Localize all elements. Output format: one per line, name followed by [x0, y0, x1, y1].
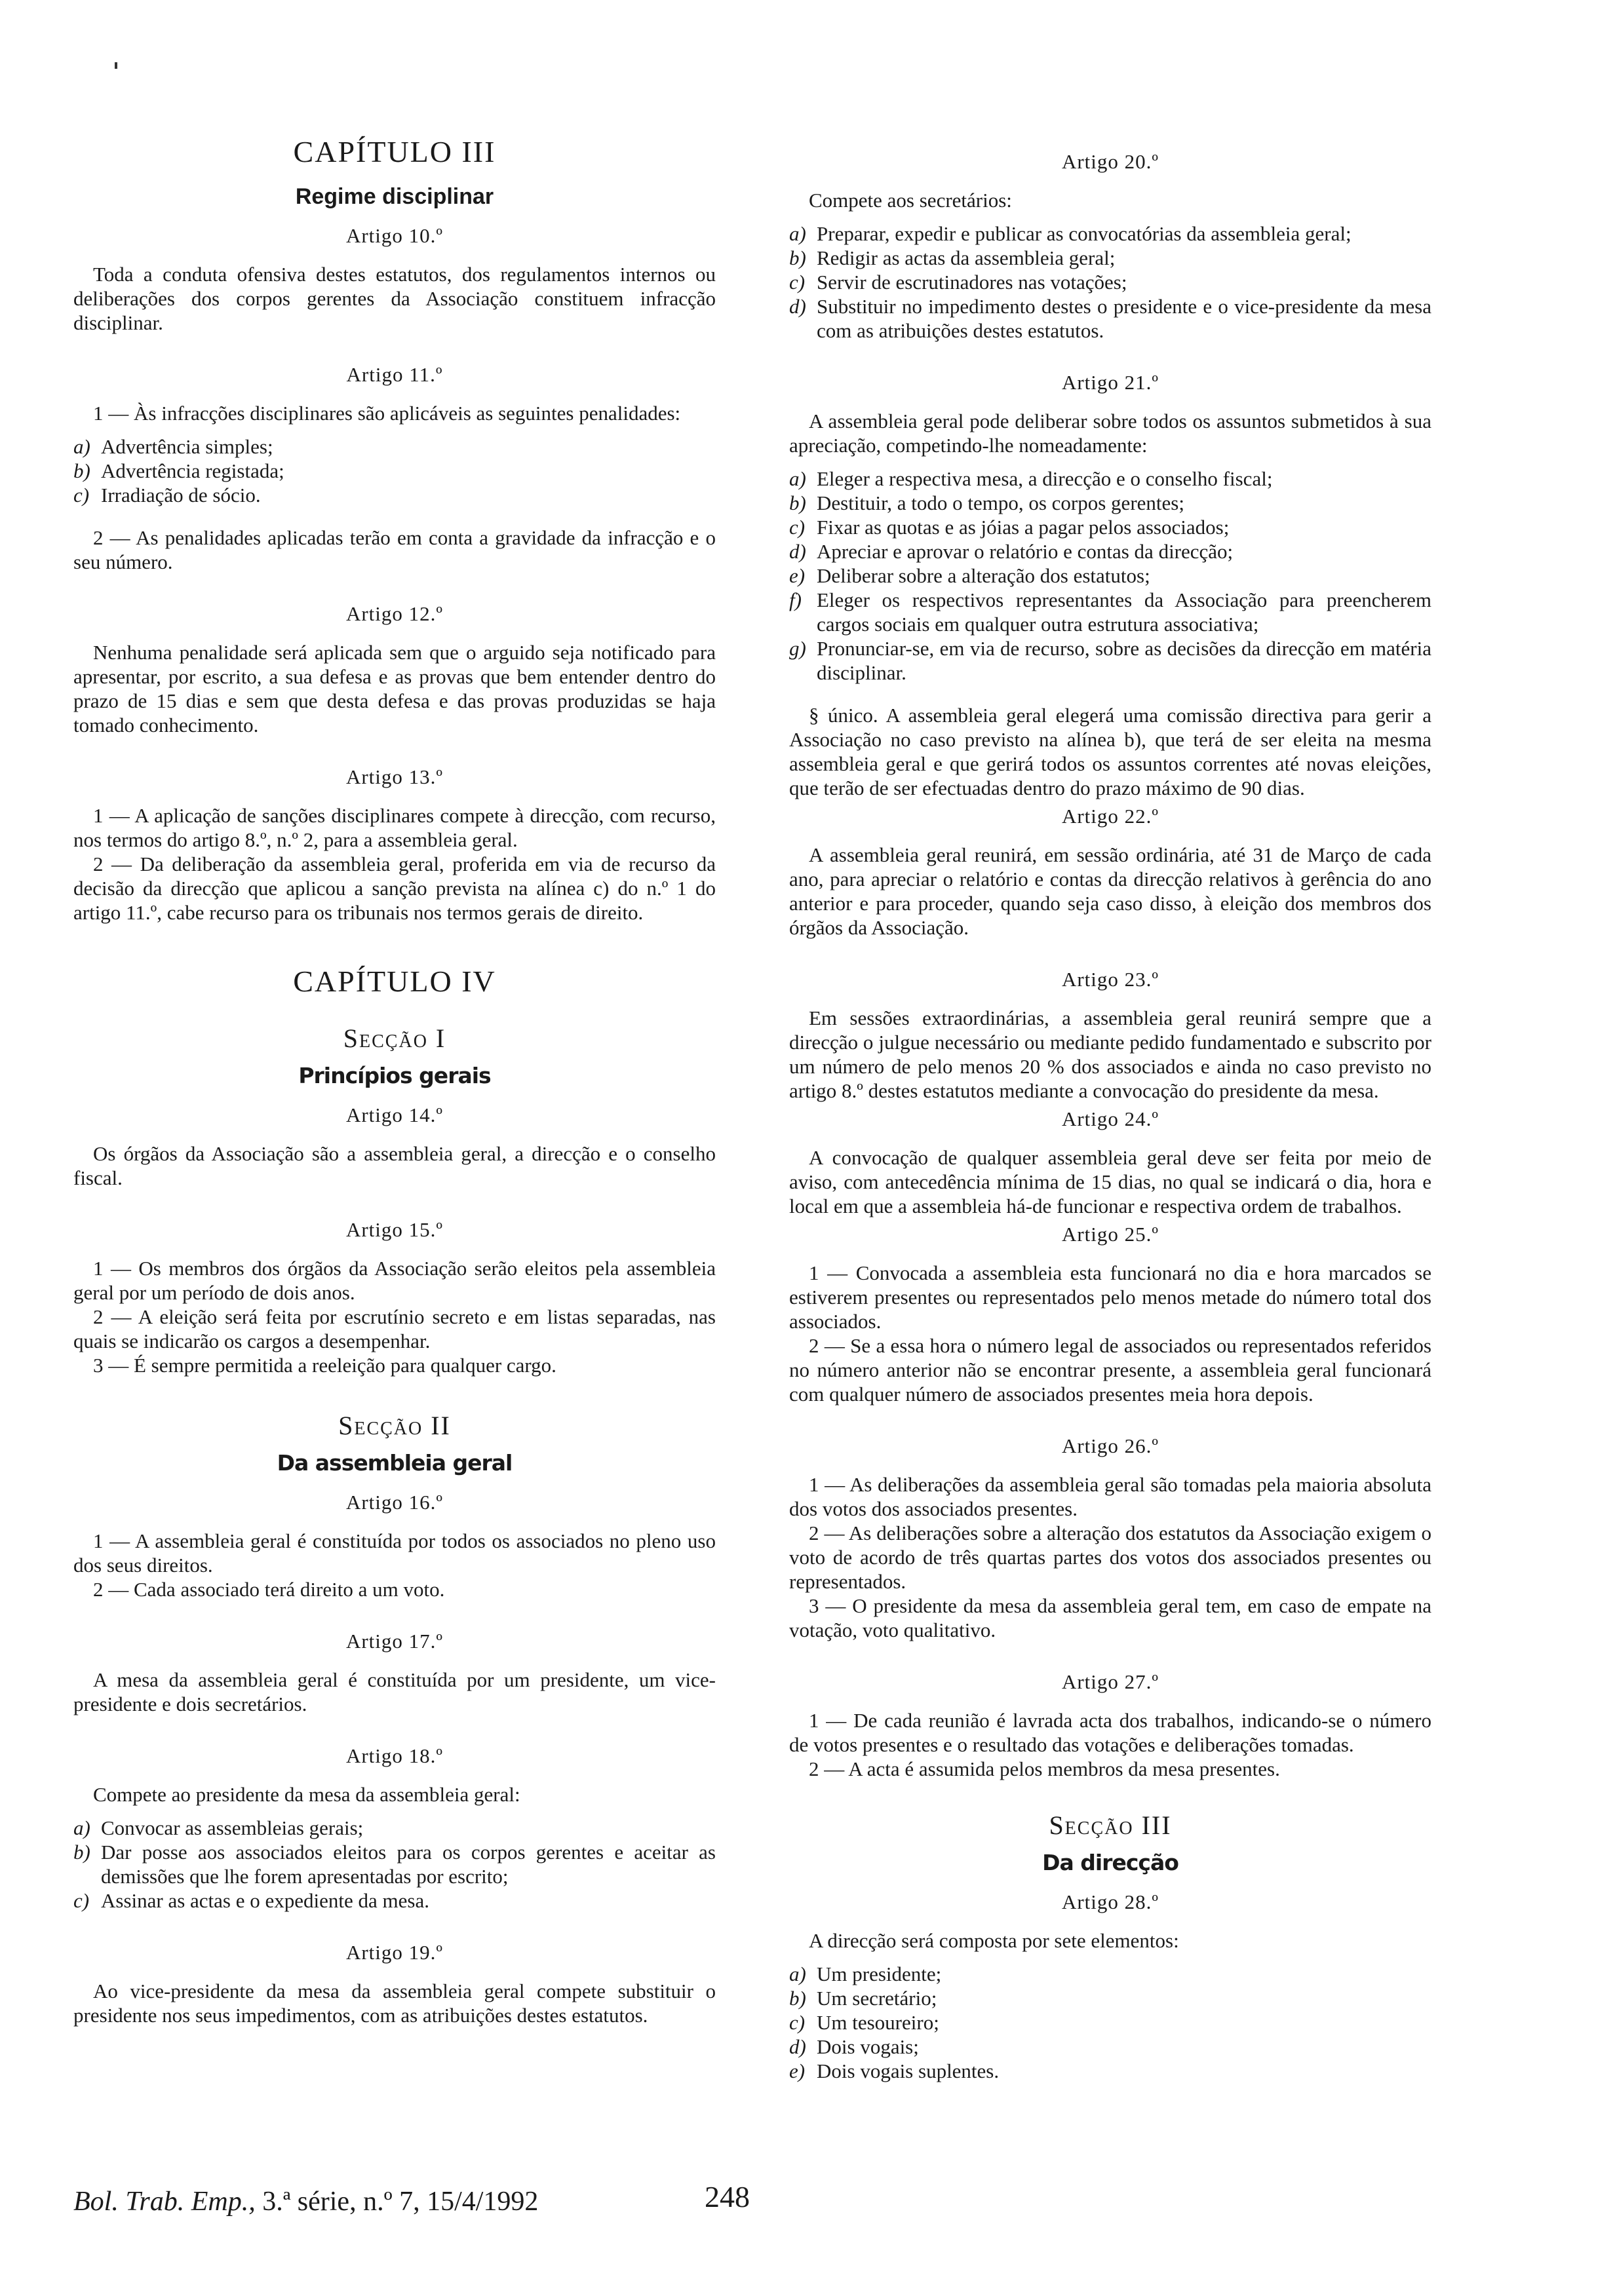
list-item: [73, 1840, 716, 1888]
list-text: Um secretário;: [817, 1987, 937, 2010]
article-text: Em sessões extraordinárias, a assembleia geral reunirá sempre que a direcção o julgue necessário ou mediante pedido fundamentado e subscrito por um número de pelo menos 20 % dos associados e ainda no caso previsto no artigo 8.º destes estatutos mediante a convocação do presidente da mesa.: [789, 1006, 1431, 1102]
list-text: Destituir, a todo o tempo, os corpos gerentes;: [817, 491, 1184, 514]
article-text: Os órgãos da Associação são a assembleia geral, a direcção e o conselho fiscal.: [73, 1142, 716, 1189]
page-number: 248: [705, 2180, 750, 2213]
list-text: Deliberar sobre a alteração dos estatutos;: [817, 564, 1150, 587]
article-paragraph: 2 — Da deliberação da assembleia geral, proferida em via de recurso da decisão da direcção que aplicou a sanção prevista na alínea c) do n.º 1 do artigo 11.º, cabe recurso para os tribunais nos termos gerais de direito.: [73, 852, 716, 924]
article-list: [789, 1962, 1431, 2083]
article-paragraph: 1 — A aplicação de sanções disciplinares compete à direcção, com recurso, nos termos do artigo 8.º, n.º 2, para a assembleia geral.: [73, 804, 716, 851]
article-paragraph: 3 — É sempre permitida a reeleição para qualquer cargo.: [93, 1354, 556, 1377]
list-item: [73, 459, 716, 483]
article-heading: Artigo 21.º: [1061, 371, 1159, 394]
article-text: Nenhuma penalidade será aplicada sem que o arguido seja notificado para apresentar, por escrito, a sua defesa e as provas que bem entender dentro do prazo de 15 dias e sem que desta defesa e das provas produzidas se haja tomado conhecimento.: [73, 641, 716, 737]
list-item: [789, 270, 1431, 294]
article-heading: Artigo 22.º: [1061, 805, 1159, 828]
article-paragraph: 1 — Convocada a assembleia esta funcionará no dia e hora marcados se estiverem presentes ou representados pelo menos metade do número total dos associados.: [789, 1261, 1431, 1333]
article-intro: A assembleia geral pode deliberar sobre todos os assuntos submetidos à sua apreciação, competindo-lhe nomeadamente:: [789, 410, 1431, 457]
list-text: Eleger os respectivos representantes da Associação para preencherem cargos sociais em qualquer outra estrutura associativa;: [817, 588, 1431, 636]
article-text: Ao vice-presidente da mesa da assembleia geral compete substituir o presidente nos seus impedimentos, com as atribuições destes estatutos.: [73, 1980, 716, 2027]
list-text: Um presidente;: [817, 1962, 942, 1985]
publication-name: Bol. Trab. Emp.,: [73, 2187, 256, 2217]
article-list: [789, 467, 1431, 685]
list-item: [789, 2059, 1431, 2083]
left-column: [73, 134, 716, 2027]
list-text: Irradiação de sócio.: [101, 484, 261, 507]
article-heading: Artigo 17.º: [345, 1630, 444, 1653]
list-text: Fixar as quotas e as jóias a pagar pelos associados;: [817, 516, 1230, 539]
list-text: Pronunciar-se, em via de recurso, sobre as decisões da direcção em matéria disciplinar.: [817, 637, 1431, 684]
article-heading: Artigo 11.º: [346, 363, 443, 386]
article-paragraph: § único. A assembleia geral elegerá uma comissão directiva para gerir a Associação no caso previsto na alínea b), que terá de ser eleita na mesma assembleia geral e que gerirá todos os assuntos correntes até novas eleições, que terão de ser efectuadas dentro do prazo máximo de 90 dias.: [789, 704, 1431, 799]
list-label: d): [789, 295, 806, 318]
list-text: Dois vogais suplentes.: [817, 2059, 1000, 2082]
list-item: [73, 483, 716, 507]
list-item: [789, 294, 1431, 343]
article-list: [73, 1816, 716, 1913]
article-heading: Artigo 16.º: [345, 1491, 444, 1514]
list-label: e): [789, 564, 806, 587]
article-heading: Artigo 26.º: [1061, 1434, 1159, 1457]
list-text: Apreciar e aprovar o relatório e contas da direcção;: [817, 540, 1234, 563]
list-item: [73, 1888, 716, 1913]
article-text: A assembleia geral reunirá, em sessão ordinária, até 31 de Março de cada ano, para apreciar o relatório e contas da direcção relativos à gerência do ano anterior e para proceder, quando seja caso disso, à eleição dos membros dos órgãos da Associação.: [789, 843, 1431, 939]
article-paragraph: 2 — As deliberações sobre a alteração dos estatutos da Associação exigem o voto de acordo de três quartas partes dos votos dos associados presentes ou representados.: [789, 1521, 1431, 1593]
article-intro: A direcção será composta por sete elementos:: [809, 1929, 1179, 1952]
list-item: [789, 491, 1431, 515]
article-heading: Artigo 10.º: [345, 224, 444, 247]
article-paragraph: 1 — A assembleia geral é constituída por todos os associados no pleno uso dos seus direitos.: [73, 1529, 716, 1577]
list-label: c): [789, 2011, 806, 2034]
list-label: b): [73, 459, 90, 482]
list-item: [789, 2035, 1431, 2059]
article-paragraph: 2 — As penalidades aplicadas terão em conta a gravidade da infracção e o seu número.: [73, 526, 716, 573]
list-label: a): [789, 467, 806, 490]
list-label: c): [73, 484, 90, 507]
article-text: Toda a conduta ofensiva destes estatutos, dos regulamentos internos ou deliberações dos corpos gerentes da Associação constituem infracção disciplinar.: [73, 263, 716, 334]
article-paragraph: 3 — O presidente da mesa da assembleia geral tem, em caso de empate na votação, voto qualitativo.: [789, 1594, 1431, 1641]
chapter-title: CAPÍTULO III: [293, 135, 496, 168]
list-text: Eleger a respectiva mesa, a direcção e o conselho fiscal;: [817, 467, 1273, 490]
list-text: Servir de escrutinadores nas votações;: [817, 271, 1127, 294]
list-item: [789, 1986, 1431, 2010]
article-paragraph: 2 — A acta é assumida pelos membros da mesa presentes.: [809, 1757, 1280, 1780]
article-paragraph: 2 — Cada associado terá direito a um voto.: [93, 1578, 445, 1601]
article-paragraph: 1 — Os membros dos órgãos da Associação serão eleitos pela assembleia geral por um período de dois anos.: [73, 1257, 716, 1304]
section-title: Secção III: [1049, 1810, 1172, 1840]
list-item: [789, 1962, 1431, 1986]
list-text: Redigir as actas da assembleia geral;: [817, 246, 1116, 269]
list-label: b): [73, 1841, 90, 1864]
chapter-subtitle: Regime disciplinar: [295, 184, 494, 209]
list-label: d): [789, 540, 806, 563]
article-heading: Artigo 12.º: [345, 602, 444, 625]
list-label: c): [73, 1889, 90, 1912]
list-label: c): [789, 516, 806, 539]
section-subtitle: Da direcção: [1042, 1850, 1178, 1875]
list-label: b): [789, 246, 806, 269]
list-label: d): [789, 2035, 806, 2058]
list-text: Assinar as actas e o expediente da mesa.: [101, 1889, 429, 1912]
list-item: [789, 539, 1431, 564]
list-label: a): [73, 435, 90, 458]
list-text: Advertência registada;: [101, 459, 284, 482]
list-label: b): [789, 491, 806, 514]
publication-footer: [73, 2185, 538, 2218]
article-intro: Compete ao presidente da mesa da assembleia geral:: [93, 1783, 520, 1806]
article-heading: Artigo 24.º: [1061, 1107, 1159, 1130]
section-title: Secção I: [343, 1024, 446, 1053]
article-paragraph: 1 — De cada reunião é lavrada acta dos trabalhos, indicando-se o número de votos presentes e o resultado das votações e deliberações tomadas.: [789, 1709, 1431, 1756]
list-item: [73, 1816, 716, 1840]
article-heading: Artigo 28.º: [1061, 1890, 1159, 1913]
article-heading: Artigo 20.º: [1061, 150, 1159, 173]
article-paragraph: 2 — Se a essa hora o número legal de associados ou representados referidos no número anterior não se encontrar presente, a assembleia geral funcionará com qualquer número de associados presentes meia hora depois.: [789, 1334, 1431, 1406]
chapter-title: CAPÍTULO IV: [293, 965, 496, 998]
section-title: Secção II: [338, 1411, 451, 1440]
article-heading: Artigo 15.º: [345, 1218, 444, 1241]
list-text: Dar posse aos associados eleitos para os corpos gerentes e aceitar as demissões que lhe forem apresentadas por escrito;: [101, 1841, 716, 1888]
article-intro: Compete aos secretários:: [809, 189, 1012, 212]
scan-mark: [115, 62, 117, 69]
article-heading: Artigo 19.º: [345, 1941, 444, 1964]
list-text: Um tesoureiro;: [817, 2011, 939, 2034]
article-paragraph: 2 — A eleição será feita por escrutínio secreto e em listas separadas, nas quais se indicarão os cargos a desempenhar.: [73, 1305, 716, 1352]
list-label: c): [789, 271, 806, 294]
list-item: [789, 515, 1431, 539]
list-text: Dois vogais;: [817, 2035, 919, 2058]
list-item: [789, 588, 1431, 636]
list-item: [789, 636, 1431, 685]
list-item: [789, 221, 1431, 246]
right-column: [789, 149, 1431, 2092]
list-item: [789, 2010, 1431, 2035]
list-label: a): [73, 1816, 90, 1839]
list-label: a): [789, 1962, 806, 1985]
list-item: [789, 246, 1431, 270]
list-label: e): [789, 2059, 806, 2082]
article-text: A mesa da assembleia geral é constituída por um presidente, um vice-presidente e dois secretários.: [73, 1668, 716, 1715]
list-text: Preparar, expedir e publicar as convocatórias da assembleia geral;: [817, 222, 1352, 245]
article-paragraph: 1 — As deliberações da assembleia geral são tomadas pela maioria absoluta dos votos dos associados presentes.: [789, 1473, 1431, 1520]
article-paragraph: 1 — Às infracções disciplinares são aplicáveis as seguintes penalidades:: [93, 402, 681, 425]
article-heading: Artigo 13.º: [345, 765, 444, 788]
article-heading: Artigo 23.º: [1061, 968, 1159, 991]
article-heading: Artigo 27.º: [1061, 1670, 1159, 1693]
section-subtitle: Princípios gerais: [298, 1063, 491, 1088]
list-text: Advertência simples;: [101, 435, 273, 458]
list-item: [789, 467, 1431, 491]
list-text: Substituir no impedimento destes o presidente e o vice-presidente da mesa com as atribuições destes estatutos.: [817, 295, 1431, 342]
list-item: [73, 434, 716, 459]
list-label: g): [789, 637, 806, 660]
section-subtitle: Da assembleia geral: [277, 1450, 513, 1476]
article-heading: Artigo 18.º: [345, 1744, 444, 1767]
article-list: [789, 221, 1431, 343]
article-list: [73, 434, 716, 507]
publication-series: 3.ª série, n.º 7, 15/4/1992: [262, 2187, 539, 2217]
article-heading: Artigo 14.º: [345, 1103, 444, 1126]
list-label: b): [789, 1987, 806, 2010]
list-label: a): [789, 222, 806, 245]
list-text: Convocar as assembleias gerais;: [101, 1816, 364, 1839]
list-label: f): [789, 588, 802, 611]
article-heading: Artigo 25.º: [1061, 1223, 1159, 1246]
list-item: [789, 564, 1431, 588]
article-text: A convocação de qualquer assembleia geral deve ser feita por meio de aviso, com antecedência mínima de 15 dias, no qual se indicará o dia, hora e local em que a assembleia há-de funcionar e respectiva ordem de trabalhos.: [789, 1146, 1431, 1217]
